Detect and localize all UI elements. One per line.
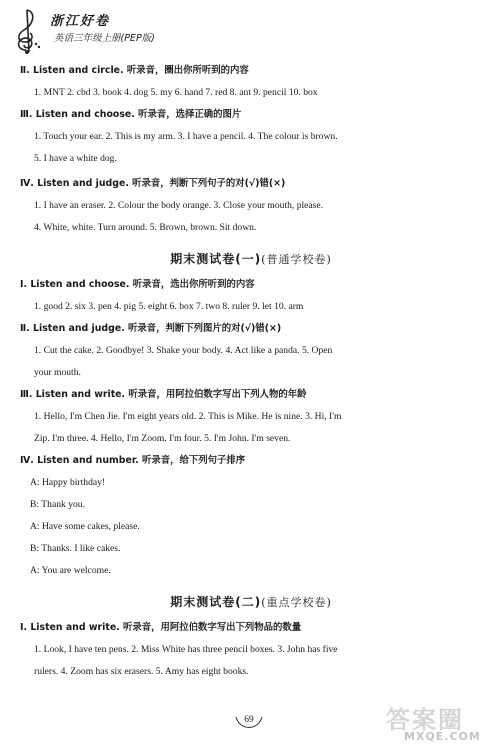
section-title: Ⅱ. Listen and judge. 听录音，判断下列图片的对(√)错(×) bbox=[20, 323, 282, 334]
answer-line: 1. Hello, I'm Chen Jie. I'm eight years old. 2. This is Mike. He is nine. 3. Hi, I'm bbox=[34, 411, 342, 422]
section-title: Ⅱ. Listen and circle. 听录音，圈出你所听到的内容 bbox=[20, 65, 249, 76]
watermark-mark: 答案圈 bbox=[386, 706, 464, 734]
section-title: Ⅳ. Listen and number. 听录音，给下列句子排序 bbox=[20, 455, 246, 466]
answer-line: 1. good 2. six 3. pen 4. pig 5. eight 6. box 7. two 8. ruler 9. let 10. arm bbox=[34, 301, 304, 312]
dialog-line: B: Thank you. bbox=[30, 499, 85, 510]
answer-line: rulers. 4. Zoom has six erasers. 5. Amy has eight books. bbox=[34, 666, 249, 677]
watermark bbox=[386, 700, 494, 744]
brand-title: 浙江好卷 bbox=[50, 14, 111, 29]
watermark-url: MXQE.COM bbox=[404, 730, 481, 743]
answer-line: 1. Touch your ear. 2. This is my arm. 3. I have a pencil. 4. The colour is brown. bbox=[34, 131, 338, 142]
dialog-line: A: You are welcome. bbox=[30, 565, 111, 576]
exam-title-note: (普通学校卷) bbox=[261, 253, 332, 266]
section-title: Ⅰ. Listen and choose. 听录音，选出你所听到的内容 bbox=[20, 279, 255, 290]
book-subtitle: 英语三年级上册(PEP版) bbox=[54, 33, 155, 44]
answer-line: your mouth. bbox=[34, 367, 81, 378]
section-title: Ⅲ. Listen and write. 听录音，用阿拉伯数字写出下列人物的年龄 bbox=[20, 389, 307, 400]
dialog-line: A: Have some cakes, please. bbox=[30, 521, 140, 532]
answer-line: 1. Look, I have ten pens. 2. Miss White has three pencil boxes. 3. John has five bbox=[34, 644, 338, 655]
exam-title bbox=[20, 593, 482, 612]
page-number-text: 69 bbox=[244, 715, 254, 725]
treble-clef-icon bbox=[12, 6, 46, 54]
answer-line: 1. MNT 2. cbd 3. book 4. dog 5. my 6. hand 7. red 8. ant 9. pencil 10. box bbox=[34, 87, 318, 98]
exam-title-main: 期末测试卷(一) bbox=[170, 252, 262, 266]
page-header bbox=[12, 6, 212, 56]
exam-title-note: (重点学校卷) bbox=[261, 596, 332, 609]
answer-line: 1. I have an eraser. 2. Colour the body orange. 3. Close your mouth, please. bbox=[34, 200, 324, 211]
answer-line: 5. I have a white dog. bbox=[34, 153, 117, 164]
answer-line: Zip. I'm three. 4. Hello, I'm Zoom. I'm four. 5. I'm John. I'm seven. bbox=[34, 433, 291, 444]
section-title: Ⅰ. Listen and write. 听录音，用阿拉伯数字写出下列物品的数量 bbox=[20, 622, 302, 633]
section-title: Ⅳ. Listen and judge. 听录音，判断下列句子的对(√)错(×) bbox=[20, 178, 286, 189]
section-title: Ⅲ. Listen and choose. 听录音，选择正确的图片 bbox=[20, 109, 242, 120]
page-content bbox=[20, 64, 482, 678]
dialog-line: B: Thanks. I like cakes. bbox=[30, 543, 121, 554]
page-number bbox=[232, 713, 266, 733]
answer-line: 4. White, white. Turn around. 5. Brown, brown. Sit down. bbox=[34, 222, 257, 233]
exam-title-main: 期末测试卷(二) bbox=[170, 595, 262, 609]
answer-line: 1. Cut the cake. 2. Goodbye! 3. Shake your body. 4. Act like a panda. 5. Open bbox=[34, 345, 333, 356]
exam-title bbox=[20, 250, 482, 269]
dialog-line: A: Happy birthday! bbox=[30, 477, 106, 488]
